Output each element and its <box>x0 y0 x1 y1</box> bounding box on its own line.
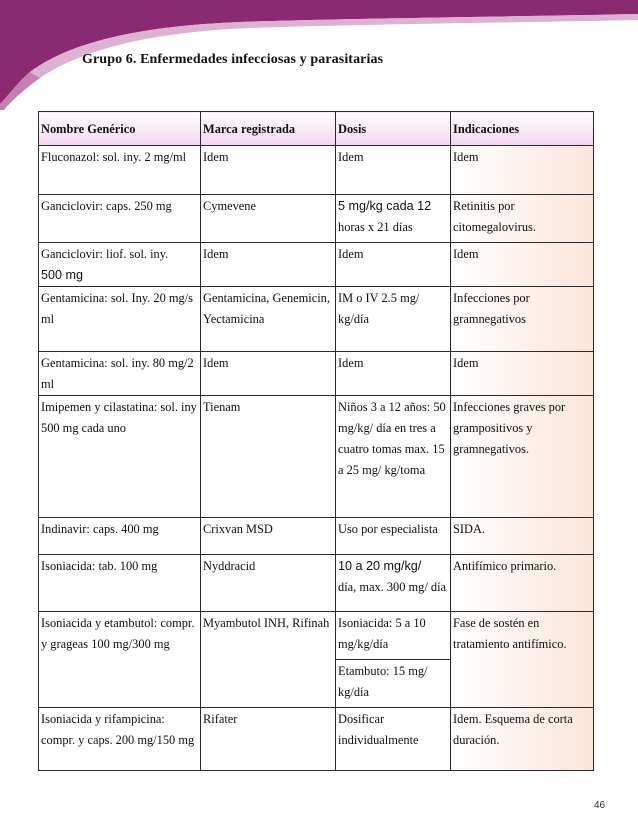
indication-cell: Fase de sostén en tratamiento antifímico. <box>451 612 594 708</box>
generic-name-cell: Ganciclovir: caps. 250 mg <box>39 195 201 243</box>
dose-etambutol: Etambuto: 15 mg/ kg/día <box>338 664 428 699</box>
indication-cell: Antifímico primario. <box>451 555 594 612</box>
brand-cell: Idem <box>201 146 336 195</box>
page-number: 46 <box>594 800 606 811</box>
table-row <box>39 352 594 396</box>
brand-cell: Rifater <box>201 708 336 771</box>
section-title: Grupo 6. Enfermedades infecciosas y parasitarias <box>82 52 384 67</box>
generic-name-part: 500 mg <box>41 268 84 282</box>
table-row <box>39 555 594 612</box>
table-row <box>39 287 594 352</box>
table-row <box>39 708 594 771</box>
dose-cell <box>336 612 451 708</box>
dose-text-part: 10 a 20 mg/kg/ <box>338 559 422 573</box>
dose-text-part: día, max. 300 mg/ día <box>338 580 447 594</box>
indication-cell: Idem. Esquema de corta duración. <box>451 708 594 771</box>
generic-name-cell: Isoniacida: tab. 100 mg <box>39 555 201 612</box>
table-row <box>39 195 594 243</box>
brand-cell: Idem <box>201 352 336 396</box>
dose-cell: Idem <box>336 352 451 396</box>
table-row <box>39 243 594 287</box>
brand-cell: Crixvan MSD <box>201 518 336 555</box>
generic-name-cell <box>39 243 201 287</box>
brand-cell: Cymevene <box>201 195 336 243</box>
medication-table <box>38 111 594 771</box>
brand-cell: Nyddracid <box>201 555 336 612</box>
generic-name-part: Ganciclovir: liof. sol. iny. <box>41 247 169 261</box>
header-generic-name: Nombre Genérico <box>39 112 201 146</box>
indication-cell: Infecciones por gramnegativos <box>451 287 594 352</box>
dose-text-part: horas x 21 días <box>338 220 413 234</box>
brand-cell: Myambutol INH, Rifinah <box>201 612 336 708</box>
dose-cell: Idem <box>336 146 451 195</box>
indication-cell: SIDA. <box>451 518 594 555</box>
table-row <box>39 518 594 555</box>
dose-cell: Uso por especialista <box>336 518 451 555</box>
header-brand: Marca registrada <box>201 112 336 146</box>
table-row <box>39 146 594 195</box>
dose-cell: Dosificar individualmente <box>336 708 451 771</box>
indication-cell: Idem <box>451 352 594 396</box>
generic-name-cell: Isoniacida y rifampicina: compr. y caps. 200 mg/150 mg <box>39 708 201 771</box>
generic-name-cell: Imipemen y cilastatina: sol. iny 500 mg cada uno <box>39 396 201 518</box>
indication-cell: Infecciones graves por grampositivos y gramnegativos. <box>451 396 594 518</box>
indication-cell: Idem <box>451 243 594 287</box>
brand-cell: Idem <box>201 243 336 287</box>
table-row <box>39 612 594 708</box>
table-header-row <box>39 112 594 146</box>
generic-name-cell: Fluconazol: sol. iny. 2 mg/ml <box>39 146 201 195</box>
generic-name-cell: Indinavir: caps. 400 mg <box>39 518 201 555</box>
indication-cell: Idem <box>451 146 594 195</box>
dose-cell: Idem <box>336 243 451 287</box>
dose-cell <box>336 195 451 243</box>
header-dose: Dosis <box>336 112 451 146</box>
generic-name-cell: Gentamicina: sol. Iny. 20 mg/s ml <box>39 287 201 352</box>
brand-cell: Gentamicina, Genemicin, Yectamicina <box>201 287 336 352</box>
header-indications: Indicaciones <box>451 112 594 146</box>
dose-cell: Niños 3 a 12 años: 50 mg/kg/ día en tres a cuatro tomas max. 15 a 25 mg/ kg/toma <box>336 396 451 518</box>
dose-text-part: 5 mg/kg cada 12 <box>338 199 432 213</box>
dose-cell <box>336 555 451 612</box>
generic-name-cell: Gentamicina: sol. iny. 80 mg/2 ml <box>39 352 201 396</box>
dose-cell: IM o IV 2.5 mg/ kg/día <box>336 287 451 352</box>
brand-cell: Tienam <box>201 396 336 518</box>
generic-name-cell: Isoniacida y etambutol: compr. y grageas 100 mg/300 mg <box>39 612 201 708</box>
indication-cell: Retinitis por citomegalovirus. <box>451 195 594 243</box>
table-row <box>39 396 594 518</box>
dose-isoniacida: Isoniacida: 5 a 10 mg/kg/día <box>336 612 450 660</box>
